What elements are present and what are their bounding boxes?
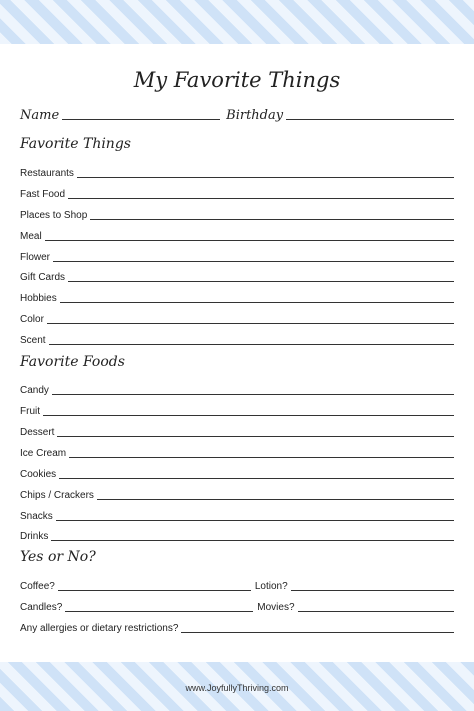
allergies-field[interactable] (181, 632, 454, 633)
allergies-row (20, 619, 454, 635)
item-label: Fruit (20, 406, 40, 417)
list-item (20, 206, 454, 222)
list-item (20, 486, 454, 502)
answer-line[interactable] (57, 436, 454, 437)
list-item (20, 527, 454, 543)
answer-line[interactable] (43, 415, 454, 416)
item-label: Color (20, 314, 44, 325)
item-label: Restaurants (20, 168, 74, 179)
item-label: Scent (20, 335, 46, 346)
name-field[interactable] (62, 119, 220, 120)
answer-line[interactable] (56, 520, 454, 521)
item-label: Dessert (20, 427, 55, 438)
answer-line[interactable] (51, 540, 454, 541)
answer-line[interactable] (47, 323, 454, 324)
coffee-field[interactable] (58, 590, 251, 591)
item-label: Chips / Crackers (20, 490, 94, 501)
answer-line[interactable] (90, 219, 454, 220)
item-label: Hobbies (20, 293, 57, 304)
list-item (20, 444, 454, 460)
coffee-label: Coffee? (20, 581, 55, 592)
list-item (20, 465, 454, 481)
favorite-foods-heading: Favorite Foods (20, 354, 125, 370)
item-label: Snacks (20, 511, 53, 522)
answer-line[interactable] (60, 302, 454, 303)
list-item (20, 248, 454, 264)
movies-field[interactable] (298, 611, 454, 612)
favorite-things-heading: Favorite Things (20, 136, 131, 152)
answer-line[interactable] (77, 177, 454, 178)
yes-or-no-heading: Yes or No? (20, 549, 96, 565)
list-item (20, 310, 454, 326)
list-item (20, 289, 454, 305)
name-label: Name (20, 108, 60, 123)
list-item (20, 227, 454, 243)
item-label: Ice Cream (20, 448, 67, 459)
lotion-field[interactable] (291, 590, 454, 591)
list-item (20, 268, 454, 284)
answer-line[interactable] (68, 198, 454, 199)
list-item (20, 423, 454, 439)
answer-line[interactable] (45, 240, 454, 241)
item-label: Gift Cards (20, 272, 66, 283)
answer-line[interactable] (68, 281, 454, 282)
item-label: Places to Shop (20, 210, 88, 221)
answer-line[interactable] (59, 478, 454, 479)
answer-line[interactable] (97, 499, 454, 500)
worksheet-page (0, 44, 474, 662)
name-birthday-row (20, 106, 454, 122)
list-item (20, 185, 454, 201)
lotion-label: Lotion? (254, 581, 288, 592)
candles-movies-row (20, 598, 454, 614)
answer-line[interactable] (69, 457, 454, 458)
answer-line[interactable] (53, 261, 454, 262)
birthday-field[interactable] (286, 119, 454, 120)
list-item (20, 164, 454, 180)
list-item (20, 507, 454, 523)
website-footer: www.JoyfullyThriving.com (185, 683, 289, 693)
candles-label: Candles? (20, 602, 63, 613)
allergies-label: Any allergies or dietary restrictions? (20, 623, 179, 634)
answer-line[interactable] (52, 394, 454, 395)
candles-field[interactable] (65, 611, 253, 612)
list-item (20, 402, 454, 418)
item-label: Cookies (20, 469, 57, 480)
list-item (20, 381, 454, 397)
movies-label: Movies? (257, 602, 295, 613)
coffee-lotion-row (20, 577, 454, 593)
item-label: Meal (20, 231, 42, 242)
birthday-label: Birthday (226, 108, 284, 123)
page-title: My Favorite Things (133, 68, 341, 92)
item-label: Flower (20, 252, 51, 263)
answer-line[interactable] (49, 344, 454, 345)
item-label: Fast Food (20, 189, 66, 200)
item-label: Candy (20, 385, 49, 396)
item-label: Drinks (20, 531, 49, 542)
list-item (20, 331, 454, 347)
